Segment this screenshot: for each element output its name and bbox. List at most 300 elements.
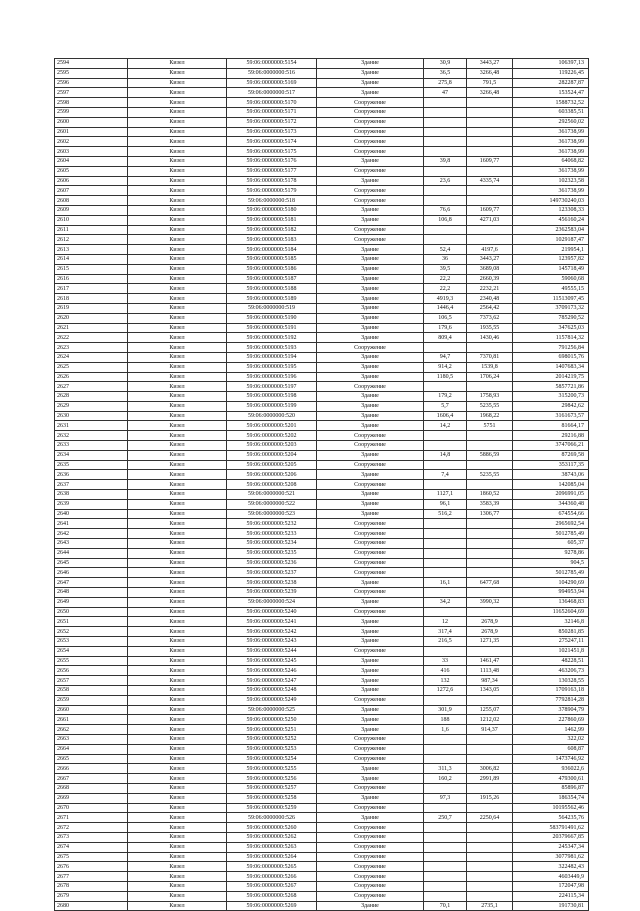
cell-cadastral-value: 456160,24 xyxy=(513,215,589,225)
cell-cadastral-number: 59:06:0000000:5184 xyxy=(227,245,317,255)
cell-cadastral-value: 791256,84 xyxy=(513,343,589,353)
cell-cadastral-value: 361738,99 xyxy=(513,127,589,137)
cell-object-type: Здание xyxy=(317,764,424,774)
cell-row-number: 2612 xyxy=(55,235,128,245)
table-row xyxy=(55,196,589,206)
cell-cadastral-number: 59:06:0000000:5253 xyxy=(227,744,317,754)
cell-city: Кизел xyxy=(128,274,227,284)
cell-cadastral-value: 48228,51 xyxy=(513,656,589,666)
cell-cadastral-number: 59:06:0000000:5178 xyxy=(227,176,317,186)
cell-cadastral-number: 59:06:0000000:5263 xyxy=(227,842,317,852)
table-row xyxy=(55,215,589,225)
cell-city: Кизел xyxy=(128,715,227,725)
cell-price-per-unit: 2991,89 xyxy=(467,774,513,784)
cell-city: Кизел xyxy=(128,205,227,215)
cell-row-number: 2624 xyxy=(55,352,128,362)
cell-city: Кизел xyxy=(128,196,227,206)
cell-cadastral-value: 361738,99 xyxy=(513,147,589,157)
cell-area: 1606,4 xyxy=(424,411,467,421)
cell-area xyxy=(424,862,467,872)
cell-city: Кизел xyxy=(128,705,227,715)
cell-cadastral-number: 59:06:0000000:5242 xyxy=(227,627,317,637)
cell-price-per-unit xyxy=(467,166,513,176)
cell-cadastral-value: 20379667,85 xyxy=(513,832,589,842)
cell-object-type: Здание xyxy=(317,725,424,735)
cell-cadastral-value: 29842,62 xyxy=(513,401,589,411)
cell-cadastral-number: 59:06:0000000:5199 xyxy=(227,401,317,411)
cell-cadastral-number: 59:06:0000000:525 xyxy=(227,705,317,715)
cell-cadastral-number: 59:06:0000000:5251 xyxy=(227,725,317,735)
cell-area: 12 xyxy=(424,617,467,627)
cell-area xyxy=(424,832,467,842)
cell-area: 516,2 xyxy=(424,509,467,519)
cell-object-type: Здание xyxy=(317,774,424,784)
cell-price-per-unit: 7373,62 xyxy=(467,313,513,323)
table-row xyxy=(55,666,589,676)
cell-row-number: 2594 xyxy=(55,59,128,69)
cell-city: Кизел xyxy=(128,676,227,686)
cell-price-per-unit xyxy=(467,196,513,206)
cell-cadastral-value: 583791491,62 xyxy=(513,823,589,833)
cell-cadastral-number: 59:06:0000000:5203 xyxy=(227,441,317,451)
cell-area xyxy=(424,588,467,598)
table-row xyxy=(55,441,589,451)
cell-area: 179,6 xyxy=(424,323,467,333)
cell-object-type: Сооружение xyxy=(317,803,424,813)
cell-cadastral-number: 59:06:0000000:5176 xyxy=(227,156,317,166)
cell-object-type: Здание xyxy=(317,715,424,725)
cell-object-type: Сооружение xyxy=(317,832,424,842)
table-row xyxy=(55,205,589,215)
table-row xyxy=(55,235,589,245)
table-row xyxy=(55,382,589,392)
cell-object-type: Сооружение xyxy=(317,186,424,196)
cell-cadastral-number: 59:06:0000000:5190 xyxy=(227,313,317,323)
cell-price-per-unit xyxy=(467,862,513,872)
cell-city: Кизел xyxy=(128,401,227,411)
cell-cadastral-value: 227860,69 xyxy=(513,715,589,725)
cell-area xyxy=(424,539,467,549)
cell-cadastral-value: 605,37 xyxy=(513,539,589,549)
cell-price-per-unit xyxy=(467,832,513,842)
cell-row-number: 2617 xyxy=(55,284,128,294)
table-row xyxy=(55,872,589,882)
cell-price-per-unit xyxy=(467,529,513,539)
cell-cadastral-number: 59:06:0000000:5233 xyxy=(227,529,317,539)
cell-area xyxy=(424,823,467,833)
cell-object-type: Здание xyxy=(317,666,424,676)
cell-cadastral-number: 59:06:0000000:5206 xyxy=(227,470,317,480)
cell-area xyxy=(424,872,467,882)
cell-area xyxy=(424,695,467,705)
cell-row-number: 2656 xyxy=(55,666,128,676)
cell-area xyxy=(424,343,467,353)
cell-cadastral-number: 59:06:0000000:5243 xyxy=(227,637,317,647)
cell-object-type: Здание xyxy=(317,450,424,460)
cell-cadastral-value: 224115,34 xyxy=(513,891,589,901)
table-row xyxy=(55,803,589,813)
cell-cadastral-value: 322,02 xyxy=(513,734,589,744)
cell-cadastral-number: 59:06:0000000:5232 xyxy=(227,519,317,529)
cell-row-number: 2602 xyxy=(55,137,128,147)
cell-city: Кизел xyxy=(128,568,227,578)
cell-area: 250,7 xyxy=(424,813,467,823)
cell-cadastral-value: 361738,99 xyxy=(513,137,589,147)
cell-city: Кизел xyxy=(128,872,227,882)
cell-cadastral-value: 698015,76 xyxy=(513,352,589,362)
cell-area: 132 xyxy=(424,676,467,686)
cell-object-type: Сооружение xyxy=(317,225,424,235)
cell-price-per-unit: 1706,24 xyxy=(467,372,513,382)
cell-city: Кизел xyxy=(128,117,227,127)
cell-area: 34,2 xyxy=(424,597,467,607)
cell-price-per-unit xyxy=(467,695,513,705)
cell-price-per-unit xyxy=(467,568,513,578)
cell-cadastral-value: 102323,58 xyxy=(513,176,589,186)
cell-cadastral-value: 1473746,92 xyxy=(513,754,589,764)
cell-row-number: 2646 xyxy=(55,568,128,578)
cell-city: Кизел xyxy=(128,881,227,891)
cell-row-number: 2610 xyxy=(55,215,128,225)
cell-cadastral-number: 59:06:0000000:5266 xyxy=(227,872,317,882)
cell-area xyxy=(424,431,467,441)
cell-price-per-unit xyxy=(467,842,513,852)
cell-cadastral-number: 59:06:0000000:5173 xyxy=(227,127,317,137)
cell-cadastral-value: 564235,76 xyxy=(513,813,589,823)
cell-price-per-unit xyxy=(467,588,513,598)
cell-cadastral-value: 1407683,34 xyxy=(513,362,589,372)
table-row xyxy=(55,774,589,784)
cell-row-number: 2626 xyxy=(55,372,128,382)
cell-row-number: 2658 xyxy=(55,686,128,696)
cell-row-number: 2635 xyxy=(55,460,128,470)
cell-row-number: 2634 xyxy=(55,450,128,460)
cell-object-type: Здание xyxy=(317,470,424,480)
cell-row-number: 2671 xyxy=(55,813,128,823)
cell-area xyxy=(424,734,467,744)
cell-object-type: Здание xyxy=(317,411,424,421)
cell-area: 22,2 xyxy=(424,284,467,294)
cell-city: Кизел xyxy=(128,901,227,911)
cell-city: Кизел xyxy=(128,441,227,451)
cell-price-per-unit xyxy=(467,754,513,764)
cell-area: 23,6 xyxy=(424,176,467,186)
cell-cadastral-number: 59:06:0000000:522 xyxy=(227,499,317,509)
cell-cadastral-value: 353117,35 xyxy=(513,460,589,470)
table-row xyxy=(55,68,589,78)
cell-price-per-unit xyxy=(467,519,513,529)
cell-area: 179,2 xyxy=(424,392,467,402)
cell-city: Кизел xyxy=(128,392,227,402)
cell-price-per-unit xyxy=(467,548,513,558)
cell-row-number: 2678 xyxy=(55,881,128,891)
cell-cadastral-value: 11513097,45 xyxy=(513,294,589,304)
cell-object-type: Здание xyxy=(317,793,424,803)
cell-row-number: 2623 xyxy=(55,343,128,353)
cell-price-per-unit xyxy=(467,823,513,833)
cell-object-type: Здание xyxy=(317,627,424,637)
cell-price-per-unit: 4197,6 xyxy=(467,245,513,255)
table-row xyxy=(55,617,589,627)
cell-object-type: Здание xyxy=(317,578,424,588)
cell-cadastral-number: 59:06:0000000:526 xyxy=(227,813,317,823)
cell-row-number: 2657 xyxy=(55,676,128,686)
cell-row-number: 2662 xyxy=(55,725,128,735)
cell-cadastral-number: 59:06:0000000:5205 xyxy=(227,460,317,470)
cell-city: Кизел xyxy=(128,323,227,333)
cell-city: Кизел xyxy=(128,254,227,264)
cell-cadastral-value: 2014219,75 xyxy=(513,372,589,382)
table-row xyxy=(55,715,589,725)
cell-row-number: 2613 xyxy=(55,245,128,255)
cell-city: Кизел xyxy=(128,78,227,88)
cell-area xyxy=(424,529,467,539)
cell-area: 5,7 xyxy=(424,401,467,411)
cell-city: Кизел xyxy=(128,98,227,108)
cell-cadastral-number: 59:06:0000000:5255 xyxy=(227,764,317,774)
cell-object-type: Сооружение xyxy=(317,235,424,245)
cell-city: Кизел xyxy=(128,509,227,519)
cell-price-per-unit: 791,5 xyxy=(467,78,513,88)
cell-area: 311,3 xyxy=(424,764,467,774)
cell-city: Кизел xyxy=(128,480,227,490)
cell-object-type: Сооружение xyxy=(317,107,424,117)
cell-object-type: Сооружение xyxy=(317,891,424,901)
cell-row-number: 2595 xyxy=(55,68,128,78)
cell-price-per-unit: 1860,52 xyxy=(467,490,513,500)
cell-area: 96,1 xyxy=(424,499,467,509)
cell-object-type: Сооружение xyxy=(317,127,424,137)
cell-area: 33 xyxy=(424,656,467,666)
table-row xyxy=(55,343,589,353)
cell-city: Кизел xyxy=(128,176,227,186)
cell-object-type: Здание xyxy=(317,597,424,607)
cell-object-type: Сооружение xyxy=(317,548,424,558)
cell-cadastral-number: 59:06:0000000:5267 xyxy=(227,881,317,891)
cell-cadastral-value: 936022,6 xyxy=(513,764,589,774)
cell-price-per-unit: 3266,48 xyxy=(467,68,513,78)
table-row xyxy=(55,686,589,696)
cell-area: 188 xyxy=(424,715,467,725)
cell-cadastral-number: 59:06:0000000:5258 xyxy=(227,793,317,803)
cell-area: 22,2 xyxy=(424,274,467,284)
cell-city: Кизел xyxy=(128,490,227,500)
cell-row-number: 2648 xyxy=(55,588,128,598)
cell-cadastral-value: 149730240,03 xyxy=(513,196,589,206)
cell-object-type: Сооружение xyxy=(317,539,424,549)
cell-cadastral-value: 119226,45 xyxy=(513,68,589,78)
cell-city: Кизел xyxy=(128,431,227,441)
cell-object-type: Здание xyxy=(317,176,424,186)
cell-area: 1180,5 xyxy=(424,372,467,382)
cell-city: Кизел xyxy=(128,166,227,176)
cell-city: Кизел xyxy=(128,421,227,431)
cell-area xyxy=(424,137,467,147)
cell-price-per-unit xyxy=(467,225,513,235)
cell-area xyxy=(424,607,467,617)
table-row xyxy=(55,411,589,421)
cell-price-per-unit: 6477,68 xyxy=(467,578,513,588)
cell-cadastral-number: 59:06:0000000:5256 xyxy=(227,774,317,784)
cell-price-per-unit xyxy=(467,186,513,196)
cell-price-per-unit: 2232,21 xyxy=(467,284,513,294)
cell-row-number: 2642 xyxy=(55,529,128,539)
cell-price-per-unit: 3583,39 xyxy=(467,499,513,509)
cell-city: Кизел xyxy=(128,343,227,353)
table-row xyxy=(55,725,589,735)
cell-cadastral-number: 59:06:0000000:5194 xyxy=(227,352,317,362)
cell-price-per-unit xyxy=(467,783,513,793)
cell-city: Кизел xyxy=(128,215,227,225)
cell-cadastral-value: 479300,61 xyxy=(513,774,589,784)
cell-price-per-unit: 1461,47 xyxy=(467,656,513,666)
cell-object-type: Сооружение xyxy=(317,196,424,206)
cell-area: 14,8 xyxy=(424,450,467,460)
cell-price-per-unit xyxy=(467,343,513,353)
cell-row-number: 2603 xyxy=(55,147,128,157)
cell-row-number: 2630 xyxy=(55,411,128,421)
cell-cadastral-value: 3709173,32 xyxy=(513,303,589,313)
cell-row-number: 2631 xyxy=(55,421,128,431)
cell-object-type: Здание xyxy=(317,59,424,69)
cell-area: 160,2 xyxy=(424,774,467,784)
table-row xyxy=(55,392,589,402)
cell-price-per-unit: 3990,32 xyxy=(467,597,513,607)
table-row xyxy=(55,764,589,774)
table-row xyxy=(55,450,589,460)
cell-price-per-unit: 2735,1 xyxy=(467,901,513,911)
table-row xyxy=(55,480,589,490)
cell-city: Кизел xyxy=(128,686,227,696)
cell-area xyxy=(424,881,467,891)
table-row xyxy=(55,372,589,382)
cell-area xyxy=(424,646,467,656)
cell-row-number: 2605 xyxy=(55,166,128,176)
cell-row-number: 2618 xyxy=(55,294,128,304)
cell-cadastral-number: 59:06:0000000:518 xyxy=(227,196,317,206)
cell-price-per-unit: 2564,42 xyxy=(467,303,513,313)
cell-cadastral-number: 59:06:0000000:521 xyxy=(227,490,317,500)
table-row xyxy=(55,832,589,842)
cell-cadastral-number: 59:06:0000000:5244 xyxy=(227,646,317,656)
cell-city: Кизел xyxy=(128,832,227,842)
table-row xyxy=(55,627,589,637)
cell-cadastral-number: 59:06:0000000:5169 xyxy=(227,78,317,88)
table-row xyxy=(55,813,589,823)
cell-area xyxy=(424,460,467,470)
cell-price-per-unit xyxy=(467,558,513,568)
cell-area: 36,5 xyxy=(424,68,467,78)
cell-price-per-unit: 1255,07 xyxy=(467,705,513,715)
cell-cadastral-value: 1021451,8 xyxy=(513,646,589,656)
cell-object-type: Сооружение xyxy=(317,519,424,529)
cell-cadastral-number: 59:06:0000000:5254 xyxy=(227,754,317,764)
cell-object-type: Сооружение xyxy=(317,607,424,617)
cell-area xyxy=(424,147,467,157)
cell-price-per-unit: 5235,55 xyxy=(467,470,513,480)
cell-price-per-unit xyxy=(467,431,513,441)
cell-price-per-unit: 2678,9 xyxy=(467,617,513,627)
cell-city: Кизел xyxy=(128,127,227,137)
cell-city: Кизел xyxy=(128,352,227,362)
cell-cadastral-number: 59:06:0000000:5204 xyxy=(227,450,317,460)
table-row xyxy=(55,401,589,411)
table-row xyxy=(55,597,589,607)
table-row xyxy=(55,529,589,539)
cell-cadastral-number: 59:06:0000000:5237 xyxy=(227,568,317,578)
cell-area: 809,4 xyxy=(424,333,467,343)
cell-object-type: Здание xyxy=(317,637,424,647)
cell-cadastral-value: 608,87 xyxy=(513,744,589,754)
cell-area: 39,5 xyxy=(424,264,467,274)
cell-city: Кизел xyxy=(128,539,227,549)
cell-object-type: Здание xyxy=(317,901,424,911)
cell-cadastral-value: 3161673,57 xyxy=(513,411,589,421)
cell-area xyxy=(424,558,467,568)
cell-city: Кизел xyxy=(128,823,227,833)
table-row xyxy=(55,264,589,274)
cell-object-type: Сооружение xyxy=(317,480,424,490)
cell-city: Кизел xyxy=(128,754,227,764)
table-row xyxy=(55,588,589,598)
cell-cadastral-number: 59:06:0000000:5262 xyxy=(227,832,317,842)
cell-price-per-unit xyxy=(467,803,513,813)
cell-object-type: Здание xyxy=(317,421,424,431)
cell-object-type: Здание xyxy=(317,352,424,362)
cell-object-type: Сооружение xyxy=(317,695,424,705)
cell-price-per-unit xyxy=(467,891,513,901)
cell-city: Кизел xyxy=(128,744,227,754)
cell-price-per-unit xyxy=(467,852,513,862)
cell-price-per-unit xyxy=(467,147,513,157)
cell-price-per-unit: 5886,59 xyxy=(467,450,513,460)
cell-row-number: 2615 xyxy=(55,264,128,274)
cell-row-number: 2600 xyxy=(55,117,128,127)
cell-object-type: Здание xyxy=(317,617,424,627)
cell-area xyxy=(424,107,467,117)
cell-cadastral-number: 59:06:0000000:524 xyxy=(227,597,317,607)
cell-row-number: 2604 xyxy=(55,156,128,166)
cell-cadastral-value: 136468,83 xyxy=(513,597,589,607)
cell-city: Кизел xyxy=(128,88,227,98)
cell-cadastral-value: 7792814,28 xyxy=(513,695,589,705)
cell-price-per-unit xyxy=(467,460,513,470)
cell-city: Кизел xyxy=(128,852,227,862)
cell-row-number: 2670 xyxy=(55,803,128,813)
cell-cadastral-value: 219954,1 xyxy=(513,245,589,255)
cell-area xyxy=(424,842,467,852)
cell-cadastral-number: 59:06:0000000:5238 xyxy=(227,578,317,588)
cell-object-type: Сооружение xyxy=(317,117,424,127)
cell-cadastral-value: 994953,94 xyxy=(513,588,589,598)
cell-row-number: 2645 xyxy=(55,558,128,568)
cell-price-per-unit xyxy=(467,872,513,882)
cell-city: Кизел xyxy=(128,548,227,558)
cell-area: 301,9 xyxy=(424,705,467,715)
table-row xyxy=(55,852,589,862)
cell-city: Кизел xyxy=(128,470,227,480)
cell-cadastral-value: 32146,8 xyxy=(513,617,589,627)
cell-cadastral-value: 49555,15 xyxy=(513,284,589,294)
cell-cadastral-number: 59:06:0000000:5185 xyxy=(227,254,317,264)
cell-row-number: 2628 xyxy=(55,392,128,402)
table-row xyxy=(55,421,589,431)
cell-area xyxy=(424,783,467,793)
table-row xyxy=(55,539,589,549)
cell-cadastral-number: 59:06:0000000:5236 xyxy=(227,558,317,568)
cell-row-number: 2601 xyxy=(55,127,128,137)
cell-cadastral-number: 59:06:0000000:5170 xyxy=(227,98,317,108)
